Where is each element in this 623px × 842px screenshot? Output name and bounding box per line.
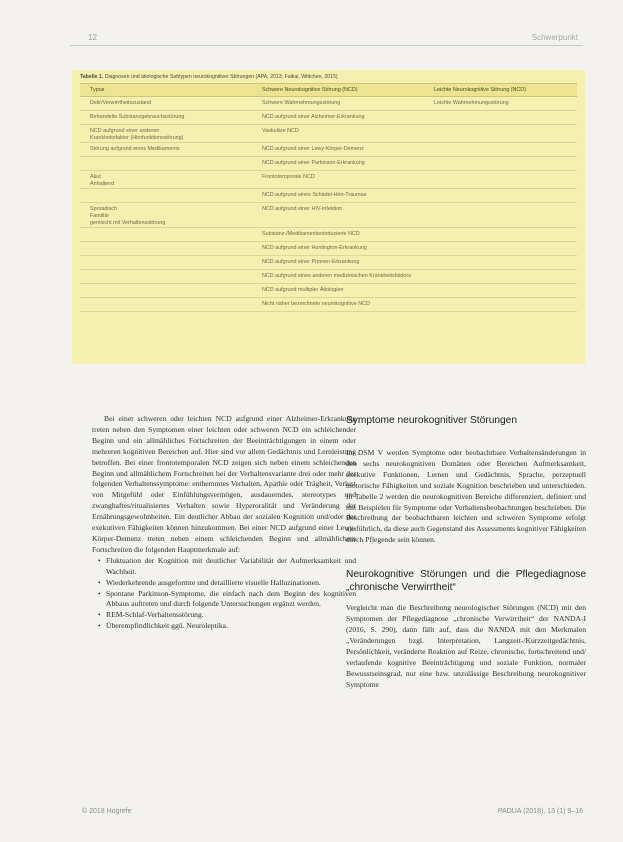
table-header-cell: Typus <box>90 87 105 93</box>
table-row <box>80 203 577 228</box>
left-column <box>92 414 356 632</box>
table-cell-typus <box>80 114 254 121</box>
page-number: 12 <box>88 33 97 42</box>
right-column <box>346 414 586 690</box>
list-item: • REM-Schlaf-Verhaltensstörung. <box>100 610 356 621</box>
table-row <box>80 171 577 189</box>
table-caption-label: Tabelle 1. <box>80 74 104 80</box>
bullet-list <box>92 556 356 632</box>
table-row <box>80 228 577 242</box>
journal-citation: PADUA (2018), 13 (1) 9–16 <box>497 808 583 815</box>
table-caption-text: Diagnosen und ätiologische Subtypen neurokognitiver Störungen (APA, 2013; Falkai, Wittchen, 2015) <box>103 74 338 80</box>
table-header-cell: Leichte Neurokognitive Störung (NCD) <box>434 87 526 93</box>
table-cell-severe: NCD aufgrund einer Prionen-Erkrankung <box>262 259 360 265</box>
table-cell-severe: Frontotemporale NCD <box>262 174 315 180</box>
body-paragraph: Bei einer schweren oder leichten NCD aufgrund einer Alzheimer-Erkrankung treten neben den Symptomen einer leichten oder schweren NCD ein schleichender Beginn und ein allmähliches Fortschreiten der Beeinträchtigungen in einem oder mehreren kognitiven Bereichen auf. Hier sind vor allem Gedächtnis und Lernleistung betroffen. Bei einer frontotemporalen NCD zeigen sich neben einem schleichenden Beginn und allmählichem Fortschreiten bei der Verhaltensvariante drei oder mehr der folgenden Verhaltenssymptome: enthemmtes Verhalten, Apathie oder Trägheit, Verlust von Mitgefühl oder Einfühlungsvermögen, ausdauerndes, stereotypes und zwanghaftes/ritualisiertes Verhalten sowie Hyperoralität und Veränderung der Ernährungsgewohnheiten. Ein deutlicher Abbau der sozialen Kognition und/oder der exekutiven Fähigkeiten können hinzukommen. Bei einer NCD aufgrund einer Lewy-Körper-Demenz treten neben einem schleichenden Beginn und allmählichem Fortschreiten die folgenden Hauptmerkmale auf: <box>92 414 356 554</box>
table-row <box>80 143 577 157</box>
body-paragraph: Im DSM V werden Symptome oder beobachtbare Verhaltensänderungen in den sechs neurokognitiven Domänen oder Bereichen Aufmerksamkeit, exekutive Funktionen, Lernen und Gedächtnis, Sprache, perzeptuell motorische Fähigkeiten und soziale Kognition beschrieben und unterschieden. In Tabelle 2 werden die neurokognitiven Bereiche differenziert, definiert und mit Beispielen für Symptome oder Verhaltensbeobachtungen beschrieben. Die Beschreibung der beobachtbaren leichten und schweren Symptome erfolgt ausführlich, da diese auch Gegenstand des Assessments kognitiver Fähigkeiten durch Pflegende sein können. <box>346 448 586 545</box>
table-cell-line: Familiär <box>90 213 110 219</box>
table-row <box>80 242 577 256</box>
table-cell-line: Behandelte Substanzgebrauchsstörung <box>90 114 185 120</box>
table-cell-severe: NCD aufgrund eines anderen medizinischen Krankheitsfaktors <box>262 273 411 279</box>
list-item: • Überempfindlichkeit ggü. Neuroleptika. <box>100 621 356 632</box>
table-body <box>80 97 577 312</box>
table-cell-severe: NCD aufgrund multipler Ätiologien <box>262 287 344 293</box>
table-cell-typus <box>80 174 254 188</box>
table-cell-severe: NCD aufgrund eines Schädel-Hirn-Traumas <box>262 192 367 198</box>
section-heading: Symptome neurokognitiver Störungen <box>346 415 518 426</box>
table-cell-line: Anhaltend <box>90 181 115 187</box>
table-row <box>80 189 577 203</box>
table-cell-severe: Schwere Wahrnehmungsstörung <box>262 100 341 106</box>
table-caption <box>80 74 577 80</box>
table-cell-severe: Nicht näher bezeichnete neurokognitive NCD <box>262 301 370 307</box>
table-cell-severe: Vaskuläre NCD <box>262 128 299 134</box>
table-row <box>80 256 577 270</box>
table-cell-mild: Leichte Wahrnehmungsstörung <box>434 100 509 106</box>
table-cell-typus <box>80 206 254 227</box>
table-cell-typus <box>80 128 254 142</box>
table-header-row <box>80 83 577 97</box>
copyright: © 2018 Hogrefe <box>82 808 132 815</box>
table-cell-line: Krankheitsfaktor (Hirnfunktionsstörung) <box>90 135 184 141</box>
table-cell-line: NCD aufgrund einer anderen <box>90 128 160 134</box>
table-cell-severe: NCD aufgrund einer Alzheimer-Erkrankung <box>262 114 365 120</box>
table-row <box>80 125 577 143</box>
table-cell-line: gemischt mit Verhaltensstörung <box>90 220 166 226</box>
table-cell-typus <box>80 146 254 153</box>
section-heading: Neurokognitive Störungen und die Pflegediagnose „chronische Verwirrtheit“ <box>346 569 586 594</box>
table-cell-severe: NCD aufgrund einer Parkinson-Erkrankung <box>262 160 365 166</box>
table-cell-line: Störung aufgrund eines Medikaments <box>90 146 180 152</box>
table-row <box>80 284 577 298</box>
table-row <box>80 298 577 312</box>
list-item: • Wiederkehrende ausgeformte und detaillierte visuelle Halluzinationen. <box>100 578 356 589</box>
table-cell-line: Sporadisch <box>90 206 117 212</box>
table-cell-severe: NCD aufgrund einer Lewy-Körper-Demenz <box>262 146 364 152</box>
list-item: • Spontane Parkinson-Symptome, die einfach nach dem Beginn des kognitiven Abbaus auftreten und durch folgende Untersuchungen ergänzt werden. <box>100 589 356 611</box>
table-row <box>80 111 577 125</box>
table-cell-line: Delir/Verwirrtheitszustand <box>90 100 152 106</box>
table-header-cell: Schwere Neurokognitive Störung (NCD) <box>262 87 358 93</box>
body-paragraph: Vergleicht man die Beschreibung neurologischer Störungen (NCD) mit den Symptomen der Pflegediagnose „chronische Verwirrtheit“ der NANDA-I (2016, S. 290), dann fällt auf, dass die NANDA mit den Merkmalen „Veränderungen bzgl. Interpretation, Langzeit-/Kurzzeitgedächtnis, Persönlichkeit, veränderte Reaktion auf Reize, chronische, fortschreitend und/ verlaufende kognitive Beeinträchtigung und soziale Funktion, normaler Bewusstseinsgrad, nur eine bzw. unzulässige Beschreibung neurokognitiver Symptome <box>346 603 586 689</box>
table-row <box>80 270 577 284</box>
header-rule <box>70 45 583 46</box>
table-cell-line: Akut <box>90 174 101 180</box>
table-cell-severe: NCD aufgrund einer Huntington-Erkrankung <box>262 245 367 251</box>
table-cell-severe: Substanz-/Medikamenteninduzierte NCD <box>262 231 360 237</box>
table-cell-severe: NCD aufgrund einer HIV-Infektion <box>262 206 343 212</box>
table-row <box>80 97 577 111</box>
table-box <box>72 70 585 364</box>
section-label: Schwerpunkt <box>531 33 578 42</box>
list-item: • Fluktuation der Kognition mit deutlicher Variabilität der Aufmerksamkeit und Wachheit. <box>100 556 356 578</box>
table-cell-typus <box>80 100 254 107</box>
table-row <box>80 157 577 171</box>
